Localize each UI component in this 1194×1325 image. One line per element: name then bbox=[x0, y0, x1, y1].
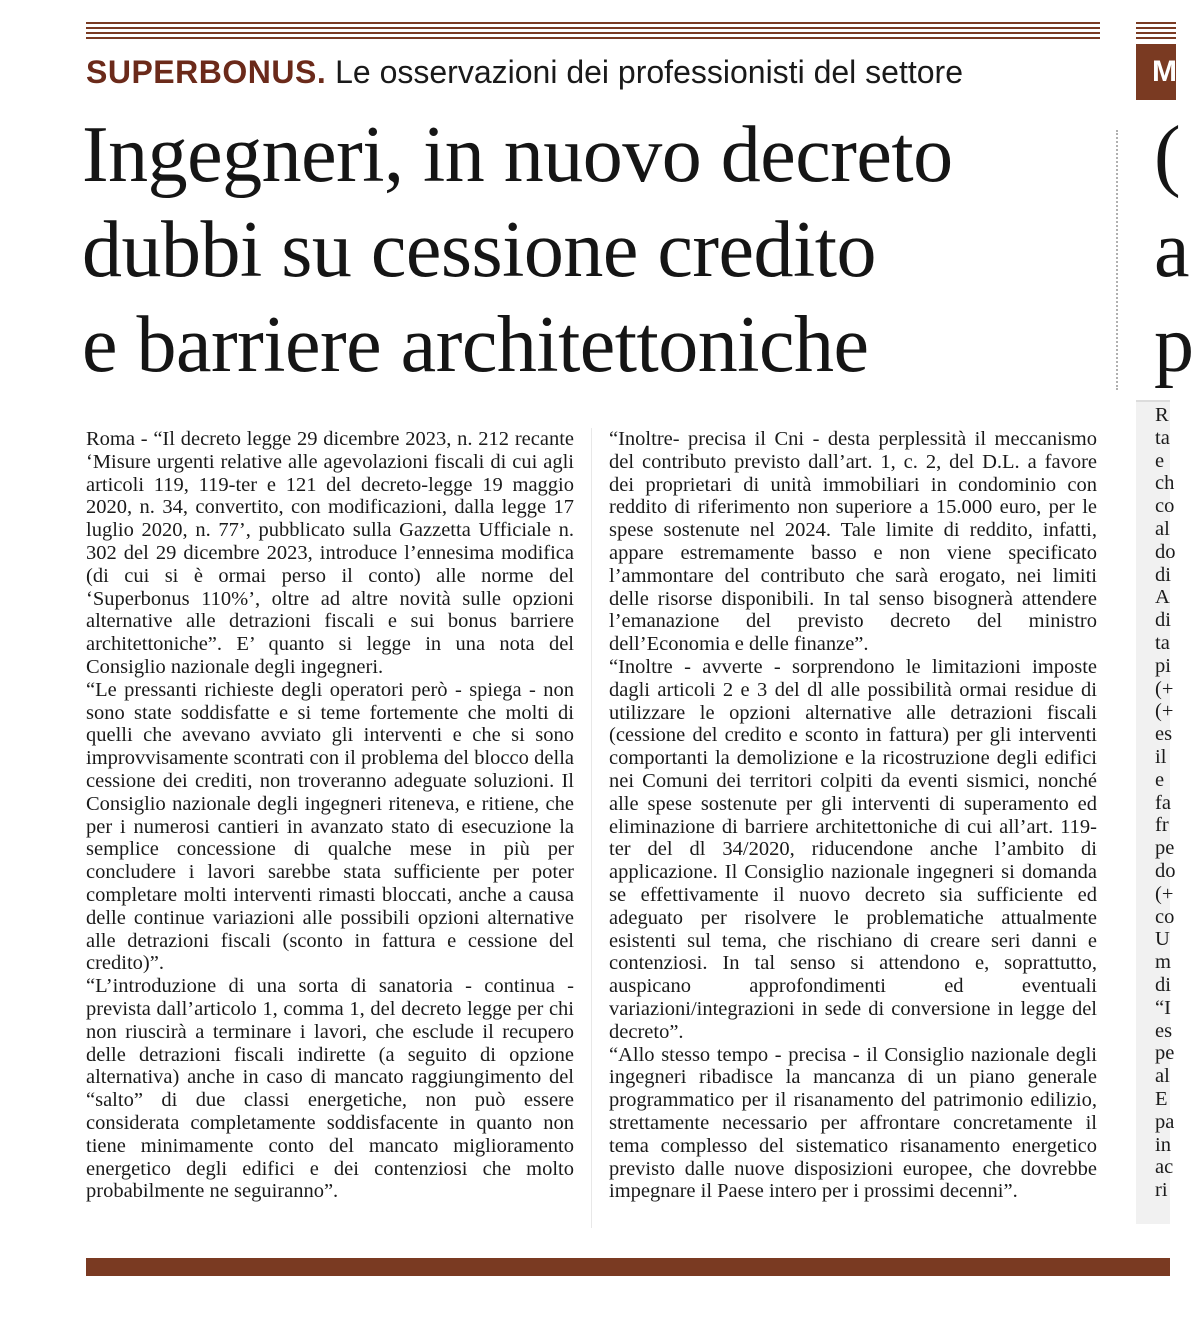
section-tag: SUPERBONUS. bbox=[86, 54, 327, 90]
paragraph: Roma - “Il decreto legge 29 dicembre 2023, n. 212 recante ‘Misure urgenti relative alle agevolazioni fiscali di cui agli articoli 119, 119-ter e 121 del decreto-legge 19 maggio 2020, n. 34, convertito, con modificazioni, dalla legge 17 luglio 2020, n. 77’, pubblicato sulla Gazzetta Ufficiale n. 302 del 29 dicembre 2023, introduce l’ennesima modifica (di cui si è ormai perso il conto) alle norme del ‘Superbonus 110%’, oltre ad altre novità sulle opzioni alternative alle detrazioni fiscali e sui bonus barriere architettoniche”. E’ quanto si legge in una nota del Consiglio nazionale degli ingegneri. bbox=[86, 428, 574, 678]
adjacent-text-line: pe bbox=[1155, 1042, 1175, 1065]
adjacent-text-line: es bbox=[1155, 723, 1173, 746]
adjacent-text-line: U bbox=[1155, 928, 1170, 951]
adjacent-text-line: in bbox=[1155, 1133, 1171, 1156]
adjacent-text-line: di bbox=[1155, 973, 1171, 996]
paragraph: “L’introduzione di una sorta di sanatoria - continua - prevista dall’articolo 1, comma 1, del decreto legge per chi non riuscirà a terminare i lavori, che esclude il recupero delle detrazioni fiscali indirette (a seguito di opzione alternativa) anche in caso di mancato raggiungimento del “salto” di due classi energetiche, non può essere considerata completamente soddisfacente in quanto non tiene minimamente conto del mancato miglioramento energetico degli edifici e dei contenziosi che molto probabilmente ne seguiranno”. bbox=[86, 975, 574, 1203]
headline-line-3: e barriere architettoniche bbox=[82, 301, 869, 389]
adjacent-text-line: e bbox=[1155, 449, 1165, 472]
adjacent-text-line: do bbox=[1155, 859, 1176, 882]
adjacent-text-line: (+ bbox=[1155, 700, 1174, 723]
adjacent-headline bbox=[1154, 108, 1194, 393]
side-separator bbox=[1116, 130, 1118, 390]
top-rules bbox=[86, 22, 1100, 42]
adjacent-text-line: pi bbox=[1155, 654, 1171, 677]
paragraph: “Le pressanti richieste degli operatori però - spiega - non sono state soddisfatte e si teme fortemente che molti di quelli che avevano avviato gli interventi e che si sono improvvisamente scontrati con il problema del blocco della cessione dei crediti, non troveranno adeguate soluzioni. Il Consiglio nazionale degli ingegneri riteneva, e ritiene, che per i numerosi cantieri in avanzato stato di esecuzione la semplice concessione di qualche mese in più per concludere i lavori sarebbe stata sufficiente per poter completare molti interventi rimasti bloccati, anche a causa delle continue variazioni alle possibili opzioni alternative alle detrazioni fiscali (sconto in fattura e cessione del credito)”. bbox=[86, 678, 574, 975]
paragraph: “Inoltre - avverte - sorprendono le limitazioni imposte dagli articoli 2 e 3 del dl alle possibilità ormai residue di utilizzare le opzioni alternative alle detrazioni fiscali (cessione del credito e sconto in fattura) per gli interventi comportanti la demolizione e la ricostruzione degli edifici nei Comuni dei territori colpiti da eventi sismici, nonché alle spese sostenute per gli interventi di superamento ed eliminazione di barriere architettoniche di cui all’art. 119-ter del dl 34/2020, riducendone anche l’ambito di applicazione. Il Consiglio nazionale ingegneri si domanda se effettivamente il nuovo decreto sia sufficiente ed adeguato per risolvere le problematiche attualmente esistenti sul tema, che rischiano di creare seri danni e contenziosi. In tal senso si attendono e, soprattutto, auspicano approfondimenti ed eventuali variazioni/integrazioni in sede di conversione in legge del decreto”. bbox=[609, 655, 1097, 1043]
bottom-rule bbox=[86, 1258, 1170, 1276]
adjacent-text-line: do bbox=[1155, 540, 1176, 563]
adjacent-text-line: ac bbox=[1155, 1156, 1174, 1179]
headline-line-2: dubbi su cessione credito bbox=[82, 206, 876, 294]
adjacent-text-line: “I bbox=[1155, 996, 1171, 1019]
adjacent-text-line: fr bbox=[1155, 814, 1169, 837]
adjacent-text-line: E bbox=[1155, 1087, 1168, 1110]
adjacent-text-line: (+ bbox=[1155, 882, 1174, 905]
adjacent-text-line: al bbox=[1155, 517, 1170, 540]
paragraph: “Allo stesso tempo - precisa - il Consiglio nazionale degli ingegneri ribadisce la mancanza di un piano generale programmatico per il risanamento del patrimonio edilizio, strettamente necessario per affrontare concretamente il tema complesso del sistematico risanamento energetico previsto dalle nuove disposizioni europee, che dovrebbe impegnare il Paese intero per i prossimi decenni”. bbox=[609, 1043, 1097, 1203]
adjacent-text-line: di bbox=[1155, 609, 1171, 632]
adjacent-text-line: pa bbox=[1155, 1110, 1175, 1133]
adjacent-section-tag: M bbox=[1136, 44, 1176, 100]
adjacent-headline-line: p bbox=[1154, 301, 1194, 389]
article-column-2 bbox=[609, 428, 1097, 1203]
paragraph: “Inoltre- precisa il Cni - desta perplessità il meccanismo del contributo previsto dall’art. 1, c. 2, del D.L. a favore dei proprietari di unità immobiliari in condominio con reddito di riferimento non superiore a 15.000 euro, per le spese sostenute nel 2024. Tale limite di reddito, infatti, appare estremamente basso e non viene specificato l’ammontare del contributo che sarà erogato, nei limiti delle risorse disponibili. In tal senso bisognerà attendere l’emanazione del previsto decreto del ministro dell’Economia e delle finanze”. bbox=[609, 428, 1097, 656]
adjacent-text-line: co bbox=[1155, 495, 1175, 518]
article-column-1 bbox=[86, 428, 574, 1203]
adjacent-text-line: m bbox=[1155, 951, 1171, 974]
adjacent-text-line: co bbox=[1155, 905, 1175, 928]
adjacent-text-line: A bbox=[1155, 586, 1170, 609]
adjacent-text-line: pe bbox=[1155, 837, 1175, 860]
adjacent-top-rules bbox=[1136, 22, 1176, 42]
adjacent-text-line: ri bbox=[1155, 1179, 1168, 1202]
adjacent-text-line: ta bbox=[1155, 631, 1170, 654]
adjacent-text-line: al bbox=[1155, 1065, 1170, 1088]
adjacent-article-text bbox=[1155, 404, 1175, 1202]
column-divider bbox=[591, 428, 592, 1228]
kicker bbox=[86, 52, 1106, 92]
adjacent-text-line: R bbox=[1155, 404, 1169, 426]
kicker-subtitle: Le osservazioni dei professionisti del settore bbox=[335, 54, 963, 90]
headline bbox=[82, 108, 1112, 393]
adjacent-text-line: di bbox=[1155, 563, 1171, 586]
adjacent-headline-line: a bbox=[1154, 206, 1190, 294]
adjacent-headline-line: ( bbox=[1154, 111, 1181, 199]
adjacent-text-line: ch bbox=[1155, 472, 1175, 495]
headline-line-1: Ingegneri, in nuovo decreto bbox=[82, 111, 953, 199]
adjacent-text-line: ta bbox=[1155, 426, 1170, 449]
adjacent-text-line: es bbox=[1155, 1019, 1173, 1042]
adjacent-text-line: il bbox=[1155, 745, 1167, 768]
adjacent-text-line: (+ bbox=[1155, 677, 1174, 700]
adjacent-text-line: e bbox=[1155, 768, 1165, 791]
adjacent-text-line: fa bbox=[1155, 791, 1171, 814]
